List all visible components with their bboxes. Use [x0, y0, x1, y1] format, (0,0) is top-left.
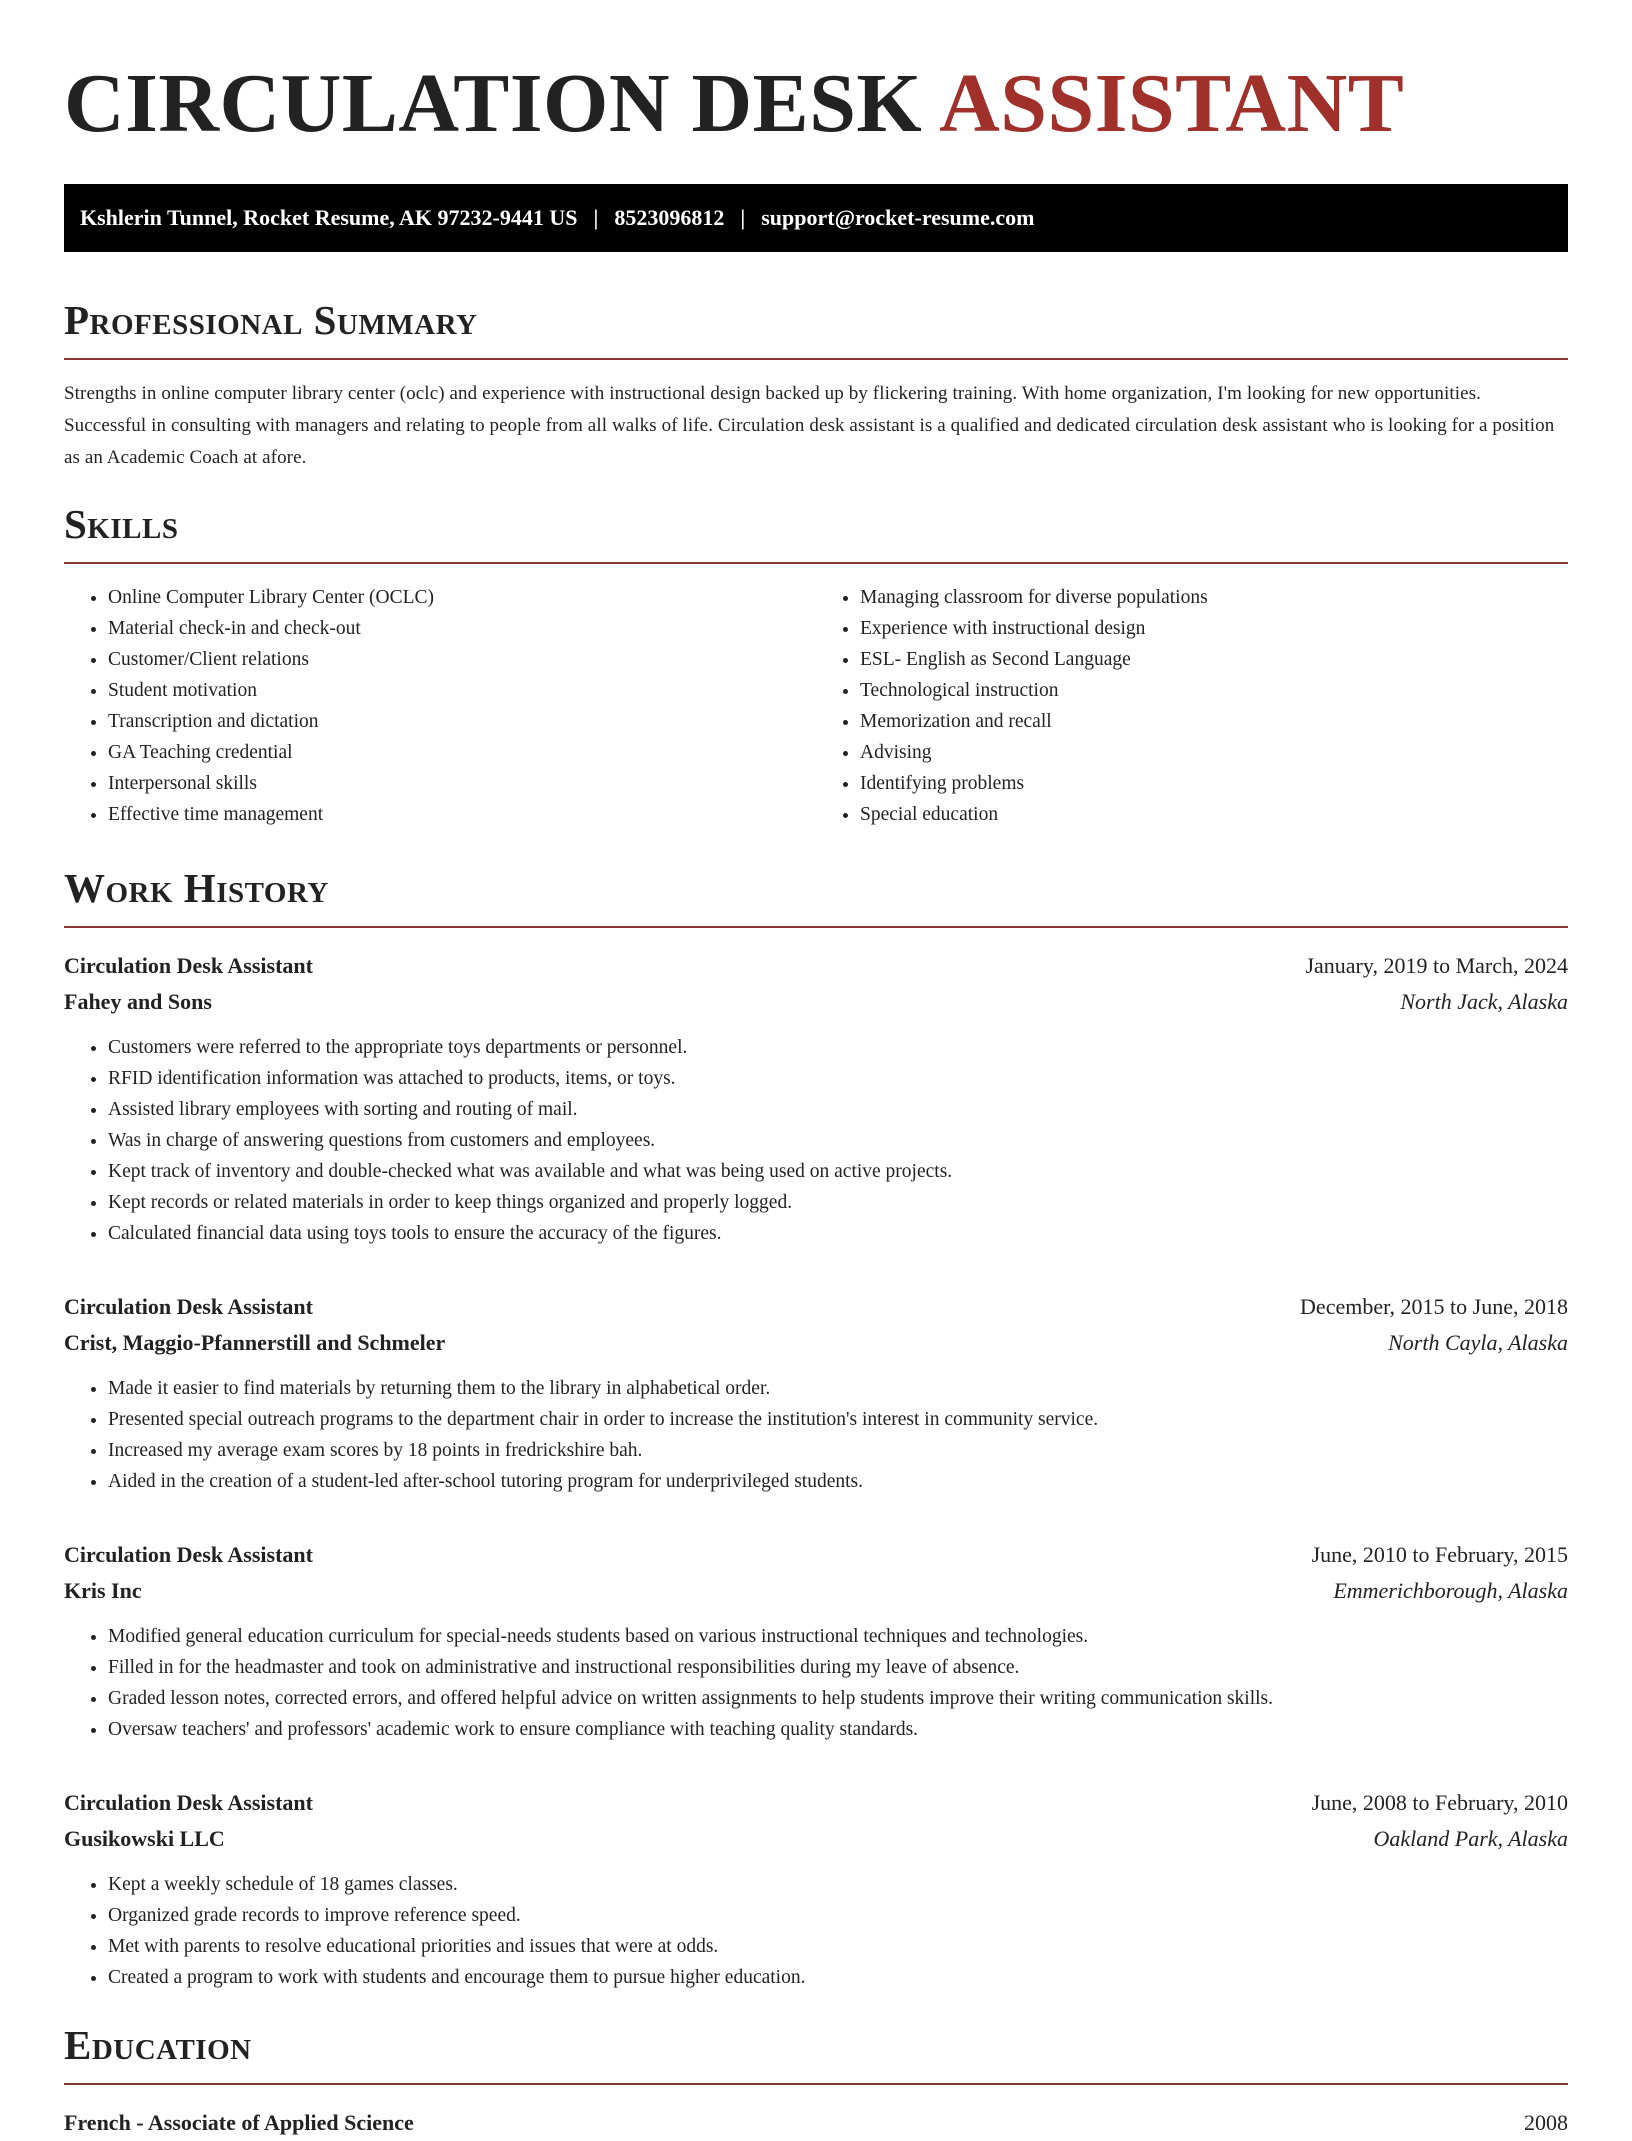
skill-item: • Transcription and dictation — [108, 706, 816, 737]
skill-item: • Material check-in and check-out — [108, 613, 816, 644]
skill-item: • Interpersonal skills — [108, 768, 816, 799]
job-header-row — [64, 948, 1568, 984]
skill-item: • Memorization and recall — [860, 706, 1568, 737]
skill-item: • Technological instruction — [860, 675, 1568, 706]
contact-email: support@rocket-resume.com — [761, 205, 1035, 230]
job-bullets — [64, 1373, 1568, 1497]
title-job-name: CIRCULATION DESK — [64, 57, 923, 150]
job-header-row — [64, 1289, 1568, 1325]
skill-item: • Effective time management — [108, 799, 816, 830]
job-header-row — [64, 1785, 1568, 1821]
job-bullet: • RFID identification information was attached to products, items, or toys. — [108, 1063, 1568, 1094]
job-bullets — [64, 1869, 1568, 1993]
job-bullets — [64, 1621, 1568, 1745]
job-dates: June, 2008 to February, 2010 — [1311, 1790, 1568, 1815]
job-company-row — [64, 1821, 1568, 1857]
skill-item: • Advising — [860, 737, 1568, 768]
summary-heading: Professional Summary — [64, 297, 478, 343]
summary-section — [64, 296, 1568, 474]
resume-title — [64, 0, 1568, 150]
job-company: Crist, Maggio-Pfannerstill and Schmeler — [64, 1330, 446, 1355]
job-dates: December, 2015 to June, 2018 — [1300, 1294, 1568, 1319]
contact-address: Kshlerin Tunnel, Rocket Resume, AK 97232-9441 US — [80, 205, 578, 230]
job-bullet: • Kept track of inventory and double-checked what was available and what was being used on active projects. — [108, 1156, 1568, 1187]
job-bullet: • Kept records or related materials in order to keep things organized and properly logged. — [108, 1187, 1568, 1218]
contact-separator: | — [740, 205, 746, 230]
job-bullet: • Assisted library employees with sorting and routing of mail. — [108, 1094, 1568, 1125]
job-role: Circulation Desk Assistant — [64, 1294, 313, 1319]
job-bullet: • Modified general education curriculum for special-needs students based on various instructional techniques and technologies. — [108, 1621, 1568, 1652]
job-location: North Jack, Alaska — [1400, 989, 1568, 1014]
job-bullet: • Created a program to work with students and encourage them to pursue higher education. — [108, 1962, 1568, 1993]
work-history-section — [64, 864, 1568, 1993]
job-company: Kris Inc — [64, 1578, 142, 1603]
skill-item: • Customer/Client relations — [108, 644, 816, 675]
job-entry — [64, 1289, 1568, 1497]
job-dates: June, 2010 to February, 2015 — [1311, 1542, 1568, 1567]
skill-item: • Student motivation — [108, 675, 816, 706]
skills-heading: Skills — [64, 501, 179, 547]
job-role: Circulation Desk Assistant — [64, 1790, 313, 1815]
skill-item: • ESL- English as Second Language — [860, 644, 1568, 675]
job-bullet: • Aided in the creation of a student-led after-school tutoring program for underprivileged students. — [108, 1466, 1568, 1497]
job-entry — [64, 1537, 1568, 1745]
education-entry — [64, 2105, 1568, 2141]
job-location: Oakland Park, Alaska — [1373, 1826, 1568, 1851]
job-location: North Cayla, Alaska — [1388, 1330, 1568, 1355]
job-bullet: • Presented special outreach programs to the department chair in order to increase the institution's interest in community service. — [108, 1404, 1568, 1435]
skill-item: • Managing classroom for diverse populations — [860, 582, 1568, 613]
education-year: 2008 — [1524, 2110, 1568, 2135]
job-header-row — [64, 1537, 1568, 1573]
job-bullet: • Met with parents to resolve educational priorities and issues that were at odds. — [108, 1931, 1568, 1962]
job-bullet: • Graded lesson notes, corrected errors, and offered helpful advice on written assignments to help students improve their writing communication skills. — [108, 1683, 1568, 1714]
job-role: Circulation Desk Assistant — [64, 1542, 313, 1567]
job-role: Circulation Desk Assistant — [64, 953, 313, 978]
education-section — [64, 2021, 1568, 2141]
contact-bar — [64, 184, 1568, 252]
job-company: Gusikowski LLC — [64, 1826, 225, 1851]
skill-item: • Special education — [860, 799, 1568, 830]
education-degree: French - Associate of Applied Science — [64, 2110, 414, 2135]
job-bullet: • Filled in for the headmaster and took on administrative and instructional responsibilities during my leave of absence. — [108, 1652, 1568, 1683]
job-location: Emmerichborough, Alaska — [1333, 1578, 1568, 1603]
title-job-accent: ASSISTANT — [939, 57, 1405, 150]
job-bullet: • Increased my average exam scores by 18 points in fredrickshire bah. — [108, 1435, 1568, 1466]
section-divider — [64, 358, 1568, 360]
job-company: Fahey and Sons — [64, 989, 212, 1014]
job-bullet: • Made it easier to find materials by returning them to the library in alphabetical order. — [108, 1373, 1568, 1404]
job-bullet: • Calculated financial data using toys tools to ensure the accuracy of the figures. — [108, 1218, 1568, 1249]
job-bullet: • Was in charge of answering questions from customers and employees. — [108, 1125, 1568, 1156]
work-history-heading: Work History — [64, 865, 329, 911]
skills-list-right — [816, 582, 1568, 830]
education-heading: Education — [64, 2022, 252, 2068]
skills-list-left — [64, 582, 816, 830]
skills-columns — [64, 582, 1568, 830]
job-bullets — [64, 1032, 1568, 1249]
skills-section — [64, 500, 1568, 830]
job-dates: January, 2019 to March, 2024 — [1305, 953, 1568, 978]
skill-item: • Experience with instructional design — [860, 613, 1568, 644]
section-divider — [64, 562, 1568, 564]
job-bullet: • Organized grade records to improve reference speed. — [108, 1900, 1568, 1931]
skill-item: • GA Teaching credential — [108, 737, 816, 768]
skill-item: • Online Computer Library Center (OCLC) — [108, 582, 816, 613]
job-bullet: • Kept a weekly schedule of 18 games classes. — [108, 1869, 1568, 1900]
job-bullet: • Customers were referred to the appropriate toys departments or personnel. — [108, 1032, 1568, 1063]
job-entry — [64, 948, 1568, 1249]
contact-separator: | — [593, 205, 599, 230]
contact-phone: 8523096812 — [614, 205, 725, 230]
skill-item: • Identifying problems — [860, 768, 1568, 799]
job-company-row — [64, 984, 1568, 1020]
section-divider — [64, 926, 1568, 928]
job-company-row — [64, 1325, 1568, 1361]
summary-text: Strengths in online computer library center (oclc) and experience with instructional design backed up by flickering training. With home organization, I'm looking for new opportunities. Successful in consulting with managers and relating to people from all walks of life. Circulation desk assistant is a qualified and dedicated circulation desk assistant who is looking for a position as an Academic Coach at afore. — [64, 383, 1555, 468]
section-divider — [64, 2083, 1568, 2085]
job-bullet: • Oversaw teachers' and professors' academic work to ensure compliance with teaching quality standards. — [108, 1714, 1568, 1745]
job-company-row — [64, 1573, 1568, 1609]
job-entry — [64, 1785, 1568, 1993]
